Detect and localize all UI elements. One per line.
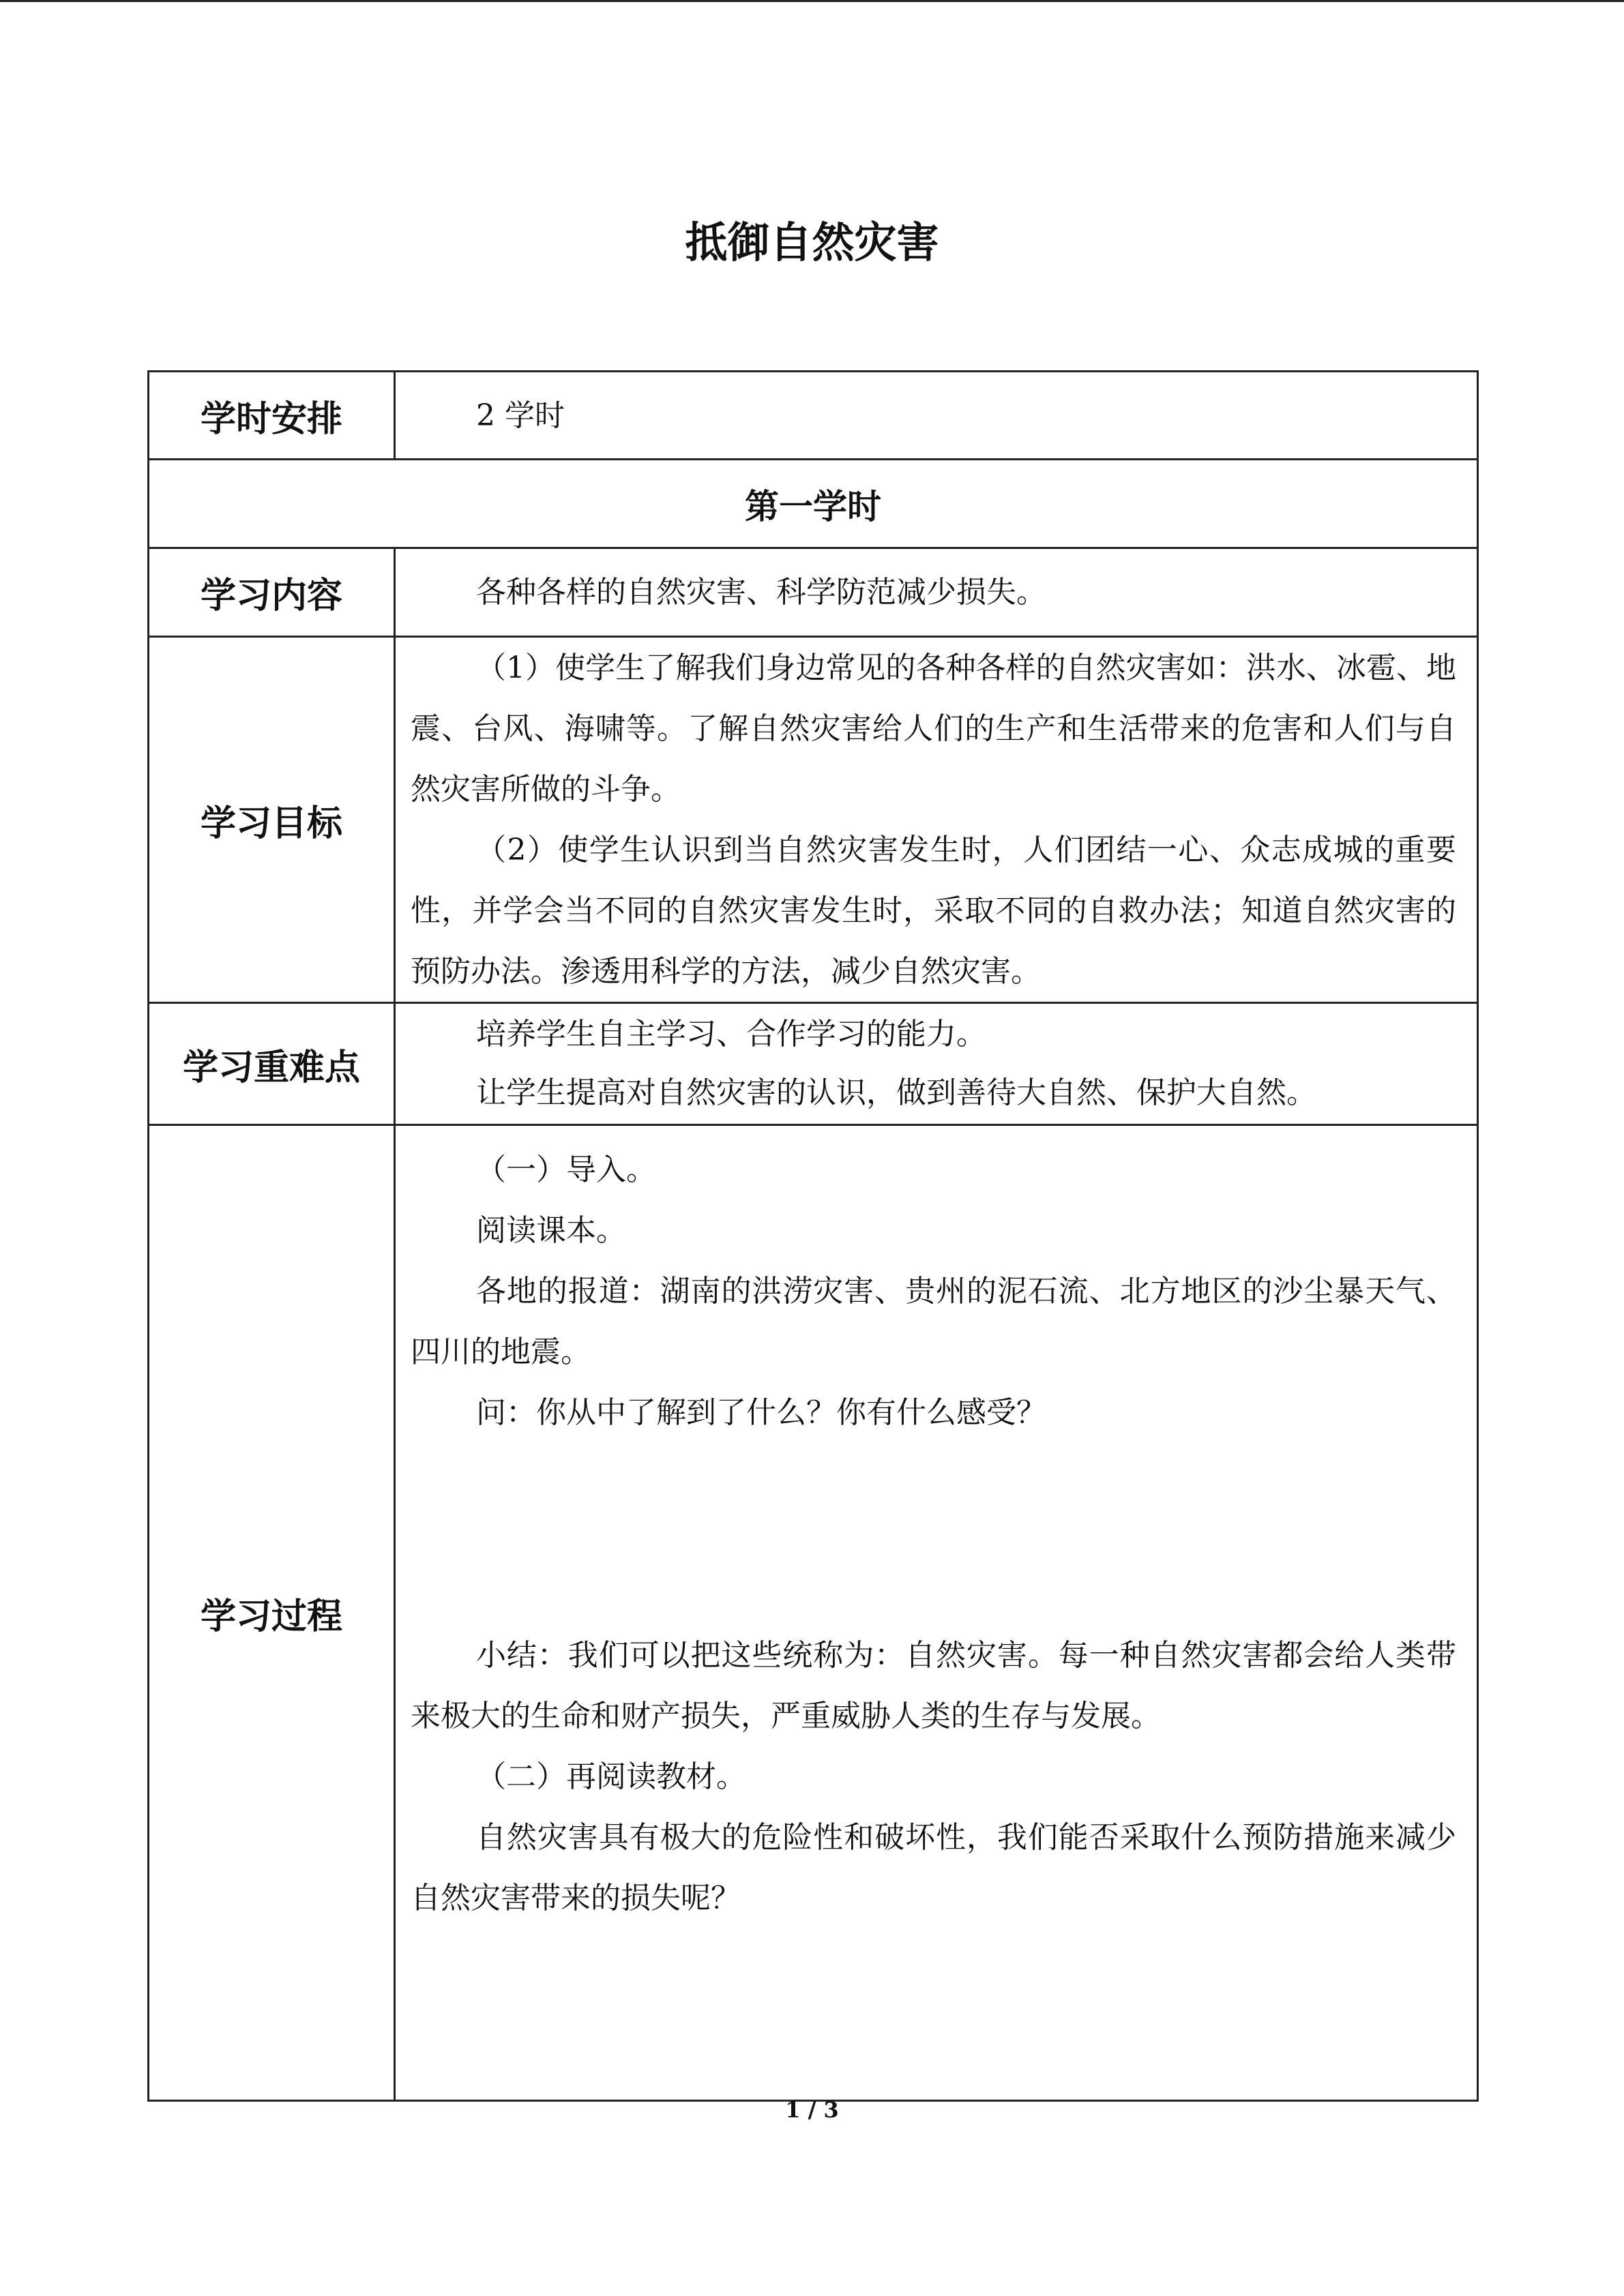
objectives-cell bbox=[395, 637, 1478, 1003]
document-title: 抵御自然灾害 bbox=[685, 218, 939, 267]
content-value: 各种各样的自然灾害、科学防范减少损失。 bbox=[476, 575, 1046, 610]
process-paragraph: 问：你从中了解到了什么？你有什么感受？ bbox=[476, 1395, 1046, 1430]
process-label: 学习过程 bbox=[149, 1125, 395, 2101]
process-paragraph: 自然灾害具有极大的危险性和破坏性，我们能否采取什么预防措施来减少自然灾害带来的损失呢？ bbox=[411, 1820, 1456, 1915]
schedule-value: 2 学时 bbox=[476, 398, 565, 433]
blank-answer-space bbox=[411, 1443, 1456, 1625]
schedule-label: 学时安排 bbox=[149, 372, 395, 460]
objectives-label: 学习目标 bbox=[149, 637, 395, 1003]
key-point-paragraph: 让学生提高对自然灾害的认识，做到善待大自然、保护大自然。 bbox=[476, 1075, 1316, 1110]
process-paragraph: （一）导入。 bbox=[476, 1152, 656, 1187]
page-number: 1 / 3 bbox=[785, 2097, 839, 2123]
process-cell bbox=[395, 1125, 1478, 2101]
table-row-key-points bbox=[149, 1003, 1478, 1125]
schedule-value-cell bbox=[395, 372, 1478, 460]
process-paragraph: （二）再阅读教材。 bbox=[476, 1759, 746, 1794]
section-heading: 第一学时 bbox=[149, 460, 1478, 548]
process-paragraph: 各地的报道：湖南的洪涝灾害、贵州的泥石流、北方地区的沙尘暴天气、四川的地震。 bbox=[411, 1274, 1456, 1369]
process-paragraph: 小结：我们可以把这些统称为：自然灾害。每一种自然灾害都会给人类带来极大的生命和财产损失，严重威胁人类的生存与发展。 bbox=[411, 1638, 1456, 1733]
content-label: 学习内容 bbox=[149, 548, 395, 637]
content-value-cell bbox=[395, 548, 1478, 637]
table-row-content bbox=[149, 548, 1478, 637]
table-row-objectives bbox=[149, 637, 1478, 1003]
process-paragraph: 阅读课本。 bbox=[476, 1213, 626, 1248]
objective-paragraph: （2）使学生认识到当自然灾害发生时，人们团结一心、众志成城的重要性，并学会当不同的自然灾害发生时，采取不同的自救办法；知道自然灾害的预防办法。渗透用科学的方法，减少自然灾害。 bbox=[411, 833, 1456, 989]
objective-paragraph: （1）使学生了解我们身边常见的各种各样的自然灾害如：洪水、冰雹、地震、台风、海啸等。了解自然灾害给人们的生产和生活带来的危害和人们与自然灾害所做的斗争。 bbox=[411, 651, 1456, 807]
table-row-schedule bbox=[149, 372, 1478, 460]
key-points-label: 学习重难点 bbox=[149, 1003, 395, 1125]
table-row-section bbox=[149, 460, 1478, 548]
lesson-plan-table bbox=[147, 370, 1479, 2102]
key-point-paragraph: 培养学生自主学习、合作学习的能力。 bbox=[476, 1017, 986, 1052]
top-border-line bbox=[0, 0, 1624, 2]
table-row-process bbox=[149, 1125, 1478, 2101]
key-points-cell bbox=[395, 1003, 1478, 1125]
